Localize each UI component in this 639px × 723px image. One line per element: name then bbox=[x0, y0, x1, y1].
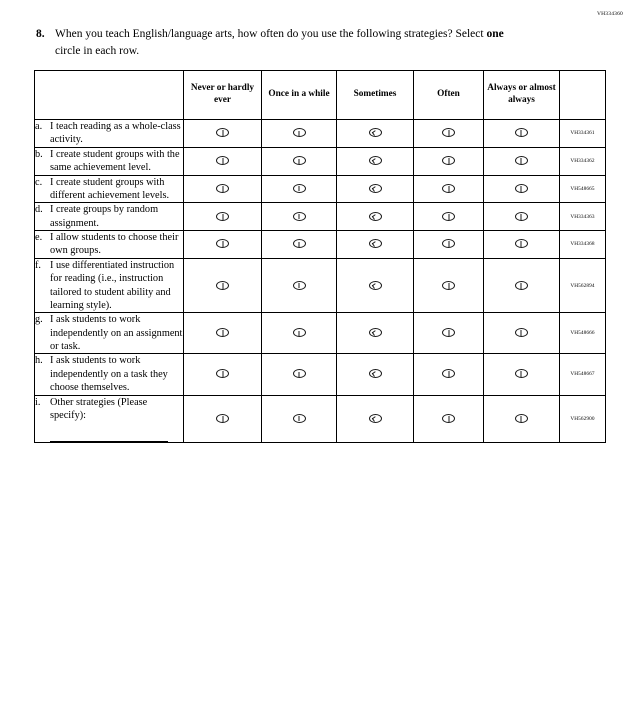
radio-bubble-icon[interactable] bbox=[216, 128, 229, 137]
radio-bubble-icon[interactable] bbox=[369, 128, 382, 137]
radio-bubble-icon[interactable] bbox=[369, 212, 382, 221]
bubble-cell-e-always[interactable] bbox=[484, 231, 560, 259]
row-label-e: e. bbox=[35, 232, 43, 243]
row-item-id-f: VH562894 bbox=[560, 258, 606, 313]
radio-bubble-icon[interactable] bbox=[216, 414, 229, 423]
radio-bubble-icon[interactable] bbox=[515, 281, 528, 290]
radio-bubble-icon[interactable] bbox=[369, 184, 382, 193]
row-label-g: g. bbox=[35, 314, 43, 326]
header-never-or-hardly-ever: Never or hardly ever bbox=[184, 71, 262, 120]
radio-bubble-icon[interactable] bbox=[515, 184, 528, 193]
radio-bubble-icon[interactable] bbox=[369, 239, 382, 248]
bubble-cell-e-sometimes[interactable] bbox=[337, 231, 414, 259]
bubble-cell-a-always[interactable] bbox=[484, 120, 560, 148]
row-text-i: Other strategies (Please specify): bbox=[50, 396, 148, 421]
row-stem-g bbox=[35, 313, 184, 354]
bubble-cell-c-always[interactable] bbox=[484, 175, 560, 203]
radio-bubble-icon[interactable] bbox=[216, 281, 229, 290]
radio-bubble-icon[interactable] bbox=[216, 184, 229, 193]
radio-bubble-icon[interactable] bbox=[293, 212, 306, 221]
row-label-f: f. bbox=[35, 259, 42, 271]
bubble-cell-i-once[interactable] bbox=[262, 395, 337, 443]
radio-bubble-icon[interactable] bbox=[369, 328, 382, 337]
radio-bubble-icon[interactable] bbox=[293, 328, 306, 337]
row-text-d: I create groups by random assignment. bbox=[50, 204, 159, 229]
row-label-h: h. bbox=[35, 355, 43, 367]
radio-bubble-icon[interactable] bbox=[369, 281, 382, 290]
bubble-cell-b-once[interactable] bbox=[262, 147, 337, 175]
radio-bubble-icon[interactable] bbox=[293, 128, 306, 137]
bubble-cell-d-often[interactable] bbox=[414, 203, 484, 231]
row-label-i: i. bbox=[35, 396, 41, 408]
row-stem-b bbox=[35, 147, 184, 175]
row-text-c: I create student groups with different achievement levels. bbox=[50, 176, 170, 201]
radio-bubble-icon[interactable] bbox=[515, 328, 528, 337]
bubble-cell-h-once[interactable] bbox=[262, 354, 337, 395]
row-text-h: I ask students to work independently on a task they choose themselves. bbox=[50, 355, 168, 394]
bubble-cell-i-never[interactable] bbox=[184, 395, 262, 443]
question-text-after-bold: circle in each row. bbox=[55, 44, 140, 57]
bubble-cell-f-never[interactable] bbox=[184, 258, 262, 313]
radio-bubble-icon[interactable] bbox=[442, 128, 455, 137]
table-row bbox=[35, 313, 606, 354]
row-label-b: b. bbox=[35, 148, 43, 160]
row-label-d: d. bbox=[35, 204, 43, 216]
other-strategies-write-in-field[interactable] bbox=[50, 428, 168, 442]
bubble-cell-f-often[interactable] bbox=[414, 258, 484, 313]
radio-bubble-icon[interactable] bbox=[515, 369, 528, 378]
table-row bbox=[35, 231, 606, 259]
row-text-a: I teach reading as a whole-class activity. bbox=[50, 121, 181, 146]
radio-bubble-icon[interactable] bbox=[293, 414, 306, 423]
radio-bubble-icon[interactable] bbox=[369, 156, 382, 165]
row-item-id-g: VH548666 bbox=[560, 313, 606, 354]
table-row bbox=[35, 147, 606, 175]
radio-bubble-icon[interactable] bbox=[515, 128, 528, 137]
bubble-cell-b-sometimes[interactable] bbox=[337, 147, 414, 175]
radio-bubble-icon[interactable] bbox=[216, 156, 229, 165]
bubble-cell-a-sometimes[interactable] bbox=[337, 120, 414, 148]
radio-bubble-icon[interactable] bbox=[216, 239, 229, 248]
radio-bubble-icon[interactable] bbox=[293, 369, 306, 378]
bubble-cell-b-never[interactable] bbox=[184, 147, 262, 175]
table-row bbox=[35, 175, 606, 203]
row-stem-c bbox=[35, 175, 184, 203]
radio-bubble-icon[interactable] bbox=[216, 369, 229, 378]
bubble-cell-g-never[interactable] bbox=[184, 313, 262, 354]
bubble-cell-f-always[interactable] bbox=[484, 258, 560, 313]
row-stem-f bbox=[35, 258, 184, 313]
row-stem-h bbox=[35, 354, 184, 395]
bubble-cell-c-sometimes[interactable] bbox=[337, 175, 414, 203]
page-item-id: VH334360 bbox=[596, 11, 623, 17]
bubble-cell-a-once[interactable] bbox=[262, 120, 337, 148]
row-text-b: I create student groups with the same achievement level. bbox=[50, 148, 180, 174]
row-label-a: a. bbox=[35, 121, 43, 132]
question-prompt bbox=[36, 26, 506, 59]
row-text-g: I ask students to work independently on an assignment or task. bbox=[50, 314, 183, 352]
radio-bubble-icon[interactable] bbox=[216, 212, 229, 221]
row-label-c: c. bbox=[35, 176, 43, 188]
radio-bubble-icon[interactable] bbox=[293, 156, 306, 165]
radio-bubble-icon[interactable] bbox=[442, 369, 455, 378]
row-stem-e bbox=[35, 231, 184, 259]
row-item-id-h: VH548667 bbox=[560, 354, 606, 395]
radio-bubble-icon[interactable] bbox=[442, 212, 455, 221]
table-row bbox=[35, 203, 606, 231]
radio-bubble-icon[interactable] bbox=[515, 239, 528, 248]
radio-bubble-icon[interactable] bbox=[442, 156, 455, 165]
question-text-before-bold: When you teach English/language arts, how often do you use the following strategies? Select bbox=[55, 28, 487, 40]
row-item-id-d: VH334363 bbox=[560, 203, 606, 231]
bubble-cell-f-sometimes[interactable] bbox=[337, 258, 414, 313]
bubble-cell-i-always[interactable] bbox=[484, 395, 560, 443]
radio-bubble-icon[interactable] bbox=[515, 212, 528, 221]
row-item-id-b: VH334362 bbox=[560, 147, 606, 175]
radio-bubble-icon[interactable] bbox=[442, 239, 455, 248]
row-text-e: I allow students to choose their own groups. bbox=[50, 232, 179, 257]
bubble-cell-h-often[interactable] bbox=[414, 354, 484, 395]
bubble-cell-a-often[interactable] bbox=[414, 120, 484, 148]
question-bold-word: one bbox=[486, 28, 504, 40]
bubble-cell-c-never[interactable] bbox=[184, 175, 262, 203]
header-id-blank bbox=[560, 71, 606, 120]
bubble-cell-g-often[interactable] bbox=[414, 313, 484, 354]
row-item-id-a: VH334361 bbox=[560, 120, 606, 148]
bubble-cell-d-always[interactable] bbox=[484, 203, 560, 231]
radio-bubble-icon[interactable] bbox=[515, 414, 528, 423]
bubble-cell-c-once[interactable] bbox=[262, 175, 337, 203]
bubble-cell-c-often[interactable] bbox=[414, 175, 484, 203]
bubble-cell-e-once[interactable] bbox=[262, 231, 337, 259]
bubble-cell-h-always[interactable] bbox=[484, 354, 560, 395]
bubble-cell-i-sometimes[interactable] bbox=[337, 395, 414, 443]
question-number: 8. bbox=[36, 28, 45, 40]
bubble-cell-f-once[interactable] bbox=[262, 258, 337, 313]
table-row bbox=[35, 395, 606, 443]
bubble-cell-g-always[interactable] bbox=[484, 313, 560, 354]
bubble-cell-g-sometimes[interactable] bbox=[337, 313, 414, 354]
row-stem-d bbox=[35, 203, 184, 231]
radio-bubble-icon[interactable] bbox=[369, 414, 382, 423]
bubble-cell-e-never[interactable] bbox=[184, 231, 262, 259]
radio-bubble-icon[interactable] bbox=[442, 281, 455, 290]
bubble-cell-d-never[interactable] bbox=[184, 203, 262, 231]
header-stem-blank bbox=[35, 71, 184, 120]
grid-body bbox=[35, 120, 606, 443]
radio-bubble-icon[interactable] bbox=[369, 369, 382, 378]
grid-header-row bbox=[35, 71, 606, 120]
row-item-id-i: VH562900 bbox=[560, 395, 606, 443]
header-once-in-a-while: Once in a while bbox=[262, 71, 337, 120]
bubble-cell-i-often[interactable] bbox=[414, 395, 484, 443]
bubble-cell-d-once[interactable] bbox=[262, 203, 337, 231]
radio-bubble-icon[interactable] bbox=[442, 328, 455, 337]
table-row bbox=[35, 120, 606, 148]
bubble-cell-e-often[interactable] bbox=[414, 231, 484, 259]
header-sometimes: Sometimes bbox=[337, 71, 414, 120]
radio-bubble-icon[interactable] bbox=[216, 328, 229, 337]
table-row bbox=[35, 354, 606, 395]
row-text-f: I use differentiated instruction for reading (i.e., instruction tailored to student ability and learning style). bbox=[50, 259, 175, 311]
row-stem-i bbox=[35, 395, 184, 443]
bubble-cell-a-never[interactable] bbox=[184, 120, 262, 148]
bubble-cell-h-sometimes[interactable] bbox=[337, 354, 414, 395]
radio-bubble-icon[interactable] bbox=[442, 414, 455, 423]
bubble-cell-b-often[interactable] bbox=[414, 147, 484, 175]
response-grid bbox=[34, 70, 606, 443]
row-item-id-e: VH334368 bbox=[560, 231, 606, 259]
radio-bubble-icon[interactable] bbox=[293, 239, 306, 248]
radio-bubble-icon[interactable] bbox=[442, 184, 455, 193]
bubble-cell-d-sometimes[interactable] bbox=[337, 203, 414, 231]
bubble-cell-h-never[interactable] bbox=[184, 354, 262, 395]
row-stem-a bbox=[35, 120, 184, 148]
row-item-id-c: VH548665 bbox=[560, 175, 606, 203]
bubble-cell-g-once[interactable] bbox=[262, 313, 337, 354]
radio-bubble-icon[interactable] bbox=[293, 184, 306, 193]
radio-bubble-icon[interactable] bbox=[293, 281, 306, 290]
table-row bbox=[35, 258, 606, 313]
radio-bubble-icon[interactable] bbox=[515, 156, 528, 165]
header-often: Often bbox=[414, 71, 484, 120]
header-always-or-almost-always: Always or almost always bbox=[484, 71, 560, 120]
bubble-cell-b-always[interactable] bbox=[484, 147, 560, 175]
question-text bbox=[55, 26, 506, 59]
